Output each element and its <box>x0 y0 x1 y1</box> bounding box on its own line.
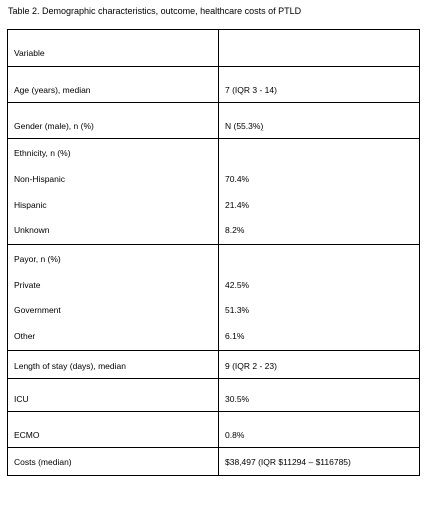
row-value-cell <box>219 351 420 379</box>
table-row-icu <box>8 379 420 412</box>
table-row-costs <box>8 448 420 476</box>
table-row-ecmo <box>8 412 420 448</box>
icu-value: 30.5% <box>225 394 250 404</box>
payor-heading: Payor, n (%) <box>14 254 61 264</box>
table-row-ethnicity <box>8 139 420 245</box>
los-value: 9 (IQR 2 - 23) <box>225 361 277 371</box>
age-label: Age (years), median <box>14 85 91 95</box>
table-row-gender <box>8 103 420 139</box>
ecmo-value: 0.8% <box>225 430 245 440</box>
row-value-cell <box>219 139 420 245</box>
row-value-cell <box>219 67 420 103</box>
row-label-cell <box>8 379 219 412</box>
gender-value <box>225 121 263 131</box>
ethnicity-item-label: Non-Hispanic <box>14 174 66 184</box>
gender-value-tail: ) <box>260 121 264 131</box>
age-value: 7 (IQR 3 - 14) <box>225 85 277 95</box>
demographics-table <box>7 29 420 476</box>
payor-item-label: Private <box>14 280 41 290</box>
payor-item-value: 6.1% <box>225 331 245 341</box>
row-label-cell <box>8 67 219 103</box>
row-label-cell <box>8 448 219 476</box>
gender-label: Gender (male), n (%) <box>14 121 94 131</box>
ecmo-label: ECMO <box>14 430 40 440</box>
row-value-cell <box>219 103 420 139</box>
row-label-cell <box>8 351 219 379</box>
ethnicity-heading: Ethnicity, n (%) <box>14 148 71 158</box>
row-label-cell <box>8 139 219 245</box>
row-value-cell <box>219 379 420 412</box>
table-header-row <box>8 30 420 67</box>
header-variable-label: Variable <box>14 48 45 58</box>
header-cell-value <box>219 30 420 67</box>
row-label-cell <box>8 245 219 351</box>
los-label: Length of stay (days), median <box>14 361 126 371</box>
ethnicity-item-value: 21.4% <box>225 200 250 210</box>
ethnicity-item-label: Hispanic <box>14 200 47 210</box>
payor-item-label: Other <box>14 331 36 341</box>
gender-value-main: N (55.3% <box>225 121 261 131</box>
row-label-cell <box>8 103 219 139</box>
ethnicity-item-value: 70.4% <box>225 174 250 184</box>
costs-label: Costs (median) <box>14 457 72 467</box>
table-row-age <box>8 67 420 103</box>
costs-value: $38,497 (IQR $11294 – $116785) <box>225 457 351 467</box>
table-row-length-of-stay <box>8 351 420 379</box>
row-value-cell <box>219 412 420 448</box>
table-caption: Table 2. Demographic characteristics, outcome, healthcare costs of PTLD <box>8 6 302 16</box>
row-value-cell <box>219 245 420 351</box>
table-row-payor <box>8 245 420 351</box>
row-label-cell <box>8 412 219 448</box>
row-value-cell <box>219 448 420 476</box>
payor-item-label: Government <box>14 305 61 315</box>
header-cell-variable <box>8 30 219 67</box>
ethnicity-item-label: Unknown <box>14 225 50 235</box>
payor-item-value: 51.3% <box>225 305 250 315</box>
ethnicity-item-value: 8.2% <box>225 225 245 235</box>
icu-label: ICU <box>14 394 29 404</box>
payor-item-value: 42.5% <box>225 280 250 290</box>
